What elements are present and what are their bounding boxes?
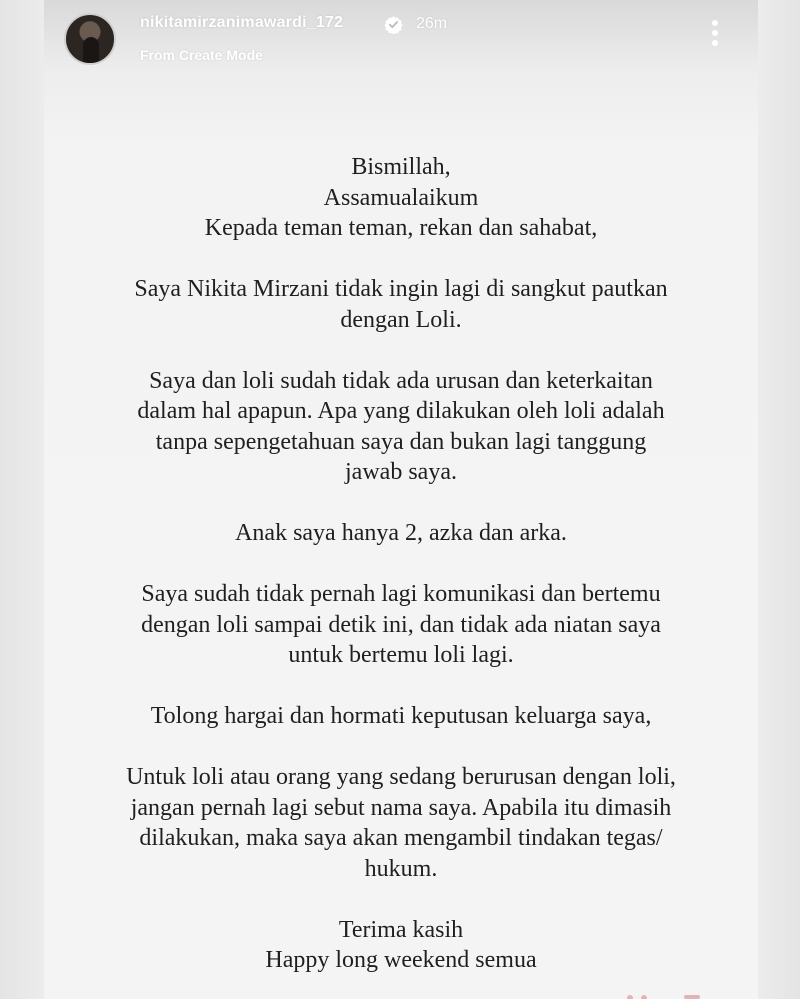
user-avatar[interactable] — [64, 13, 116, 65]
story-paragraph — [68, 762, 734, 884]
story-paragraph — [68, 366, 734, 488]
story-line: jawab saya. — [345, 459, 457, 485]
story-header — [44, 0, 758, 80]
story-paragraph — [68, 915, 734, 976]
create-mode-label: From Create Mode — [140, 47, 263, 63]
story-line: untuk bertemu loli lagi. — [288, 642, 514, 668]
story-line: Untuk loli atau orang yang sedang berurusan dengan loli, — [126, 764, 676, 790]
story-line: hukum. — [364, 855, 438, 882]
more-options-button[interactable] — [708, 20, 722, 54]
story-line: Tolong hargai dan hormati keputusan keluarga saya, — [150, 703, 652, 729]
story-line: Terima kasih — [338, 916, 464, 943]
next-story-edge[interactable] — [758, 0, 800, 999]
story-line: jangan pernah lagi sebut nama saya. Apabila itu dimasih — [130, 794, 672, 821]
story-line: dengan Loli. — [340, 306, 462, 333]
username[interactable]: nikitamirzanimawardi_172 — [140, 14, 344, 31]
story-line: Anak saya hanya 2, azka dan arka. — [235, 520, 567, 546]
story-paragraph — [68, 701, 734, 732]
story-line: Saya dan loli sudah tidak ada urusan dan keterkaitan — [149, 367, 653, 394]
more-vertical-icon — [712, 20, 718, 26]
post-time: 26m — [416, 15, 448, 32]
story-line: dilakukan, maka saya akan mengambil tindakan tegas/ — [139, 825, 663, 851]
story-line: tanpa sepengetahuan saya dan bukan lagi tanggung — [155, 428, 647, 455]
story-paragraph — [68, 579, 734, 671]
reaction-hint-icon — [624, 992, 704, 999]
verified-badge-icon — [384, 15, 403, 34]
story-paragraph — [68, 274, 734, 335]
story-line: Happy long weekend semua — [265, 947, 537, 973]
story-line: Saya sudah tidak pernah lagi komunikasi dan bertemu — [141, 581, 661, 607]
story-paragraph — [68, 518, 734, 549]
story-paragraph — [68, 152, 734, 244]
story-line: dengan loli sampai detik ini, dan tidak ada niatan saya — [141, 611, 661, 638]
story-line: Bismillah, — [351, 154, 451, 180]
story-line: dalam hal apapun. Apa yang dilakukan oleh loli adalah — [137, 398, 665, 424]
story-line: Saya Nikita Mirzani tidak ingin lagi di sangkut pautkan — [134, 276, 668, 302]
story-line: Kepada teman teman, rekan dan sahabat, — [204, 215, 598, 241]
story-line: Assamualaikum — [323, 184, 479, 211]
story-card[interactable] — [44, 0, 758, 999]
previous-story-edge[interactable] — [0, 0, 44, 999]
story-text — [68, 152, 734, 999]
